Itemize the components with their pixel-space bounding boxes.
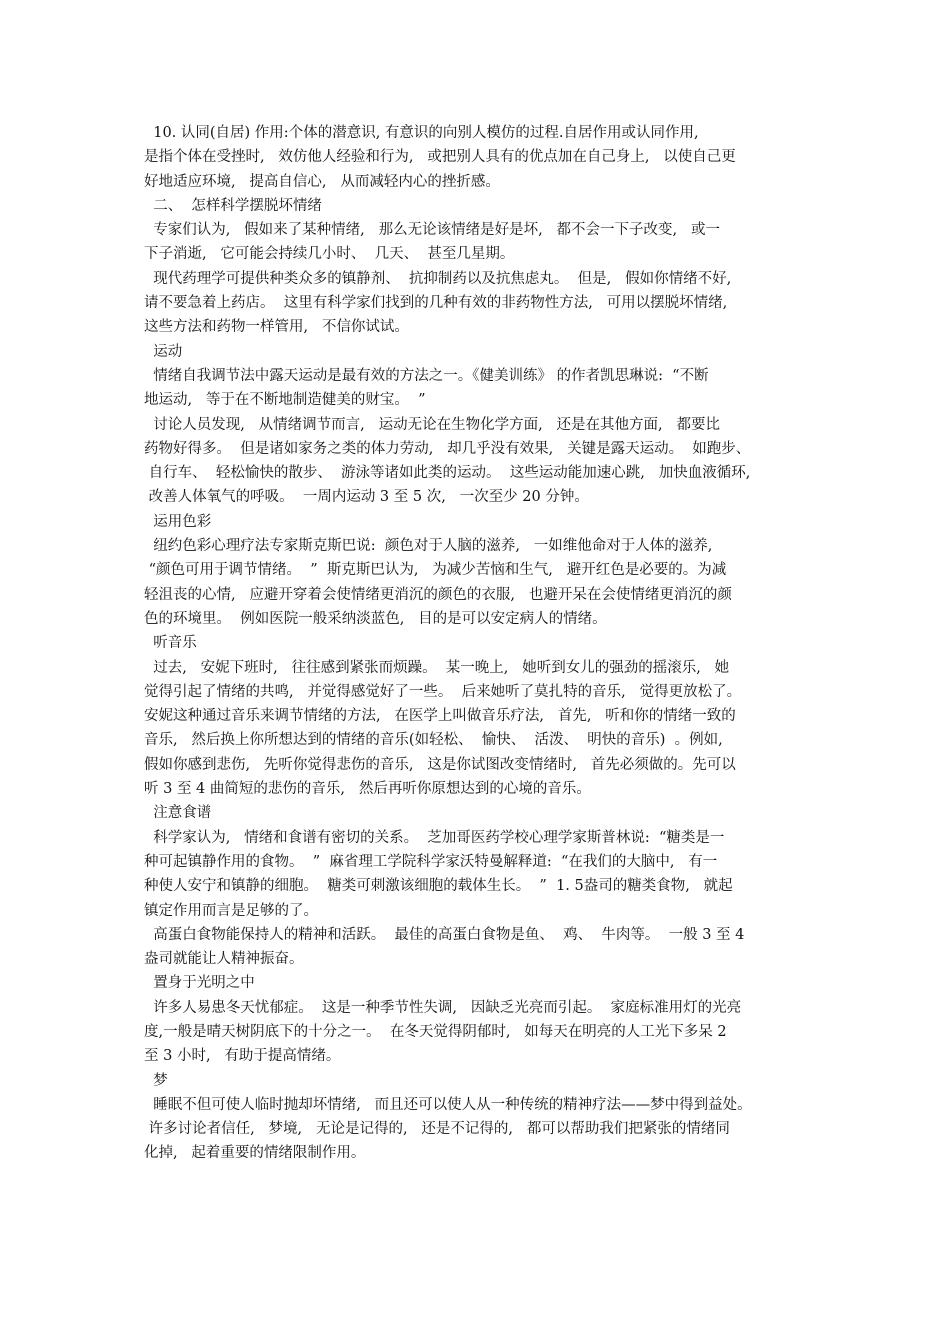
text-line: 高蛋白食物能保持人的精神和活跃。 最佳的高蛋白食物是鱼、 鸡、 牛肉等。 一般 3 至 4 bbox=[144, 926, 745, 943]
text-line: 音乐, 然后换上你所想达到的情绪的音乐(如轻松、 愉快、 活泼、 明快的音乐) 。例如, bbox=[144, 732, 723, 749]
text-line: 专家们认为, 假如来了某种情绪, 那么无论该情绪是好是坏, 都不会一下子改变, 或一 bbox=[144, 222, 720, 239]
text-line: 听 3 至 4 曲简短的悲伤的音乐, 然后再听你原想达到的心境的音乐。 bbox=[144, 781, 591, 798]
text-line: 觉得引起了情绪的共鸣, 并觉得感觉好了一些。 后来她听了莫扎特的音乐, 觉得更放松了。 bbox=[144, 683, 742, 700]
text-line: 种使人安宁和镇静的细胞。 糖类可刺激该细胞的载体生长。 ” 1. 5盎司的糖类食物, 就起 bbox=[144, 878, 733, 895]
text-line: 置身于光明之中 bbox=[144, 975, 255, 992]
text-line: 现代药理学可提供种类众多的镇静剂、 抗抑制药以及抗焦虑丸。 但是, 假如你情绪不好, bbox=[144, 270, 732, 287]
text-line: 盎司就能让人精神振奋。 bbox=[144, 951, 304, 968]
text-line: 10. 认同(自居) 作用:个体的潜意识, 有意识的向别人模仿的过程.自居作用或认同作用, bbox=[144, 125, 699, 141]
paragraph bbox=[144, 826, 820, 923]
paragraph bbox=[144, 534, 820, 631]
text-line: 药物好得多。 但是诸如家务之类的体力劳动, 却几乎没有效果, 关键是露天运动。 如跑步、 bbox=[144, 440, 751, 457]
section-heading bbox=[144, 510, 820, 534]
text-line: “颜色可用于调节情绪。 ” 斯克斯巴认为, 为减少苦恼和生气, 避开红色是必要的。为减 bbox=[144, 562, 727, 579]
text-line: 地运动, 等于在不断地制造健美的财宝。 ” bbox=[144, 392, 426, 409]
text-line: 假如你感到悲伤, 先听你觉得悲伤的音乐, 这是你试图改变情绪时, 首先必须做的。先可以 bbox=[144, 756, 736, 773]
text-line: 好地适应环境, 提高自信心, 从而减轻内心的挫折感。 bbox=[144, 173, 500, 190]
paragraph bbox=[144, 656, 820, 802]
text-line: 至 3 小时, 有助于提高情绪。 bbox=[144, 1048, 341, 1065]
text-line: 请不要急着上药店。 这里有科学家们找到的几种有效的非药物性方法, 可用以摆脱坏情绪, bbox=[144, 295, 728, 312]
section-heading bbox=[144, 801, 820, 825]
section-heading bbox=[144, 631, 820, 655]
section-heading bbox=[144, 971, 820, 995]
text-line: 是指个体在受挫时, 效仿他人经验和行为, 或把别人具有的优点加在自己身上, 以使自己更 bbox=[144, 149, 736, 166]
text-line: 纽约色彩心理疗法专家斯克斯巴说: 颜色对于人脑的滋养, 一如维他命对于人体的滋养, bbox=[144, 538, 713, 555]
text-line: 许多人易患冬天忧郁症。 这是一种季节性失调, 因缺乏光亮而引起。 家庭标准用灯的光亮 bbox=[144, 999, 742, 1016]
text-line: 轻沮丧的心情, 应避开穿着会使情绪更消沉的颜色的衣服, 也避开呆在会使情绪更消沉的颜 bbox=[144, 586, 732, 603]
text-line: 化掉, 起着重要的情绪限制作用。 bbox=[144, 1145, 366, 1162]
text-line: 下子消逝, 它可能会持续几小时、 几天、 甚至几星期。 bbox=[144, 246, 515, 263]
paragraph bbox=[144, 923, 820, 972]
text-line: 睡眠不但可使人临时抛却坏情绪, 而且还可以使人从一种传统的精神疗法——梦中得到益处。 bbox=[144, 1096, 752, 1113]
text-line: 科学家认为, 情绪和食谱有密切的关系。 芝加哥医药学校心理学家斯普林说: “糖类是一 bbox=[144, 829, 725, 846]
text-line: 听音乐 bbox=[144, 635, 197, 652]
text-line: 镇定作用而言是足够的了。 bbox=[144, 902, 318, 919]
text-line: 种可起镇静作用的食物。 ” 麻省理工学院科学家沃特曼解释道: “在我们的大脑中, 有一 bbox=[144, 853, 718, 870]
text-line: 自行车、 轻松愉快的散步、 游泳等诸如此类的运动。 这些运动能加速心跳, 加快血液循环, bbox=[144, 465, 751, 482]
text-line: 改善人体氧气的呼吸。 一周内运动 3 至 5 次, 一次至少 20 分钟。 bbox=[144, 489, 589, 506]
paragraph bbox=[144, 413, 820, 510]
text-line: 许多讨论者信任, 梦境, 无论是记得的, 还是不记得的, 都可以帮助我们把紧张的情绪同 bbox=[144, 1121, 730, 1138]
paragraph bbox=[144, 1093, 820, 1166]
paragraph bbox=[144, 218, 820, 267]
document-page bbox=[144, 121, 820, 1166]
section-heading bbox=[144, 1069, 820, 1093]
text-line: 过去, 安妮下班时, 往往感到紧张而烦躁。 某一晚上, 她听到女儿的强劲的摇滚乐, 她 bbox=[144, 659, 730, 676]
text-line: 安妮这种通过音乐来调节情绪的方法, 在医学上叫做音乐疗法, 首先, 听和你的情绪一致的 bbox=[144, 708, 736, 725]
text-line: 色的环境里。 例如医院一般采纳淡蓝色, 目的是可以安定病人的情绪。 bbox=[144, 610, 607, 627]
text-line: 情绪自我调节法中露天运动是最有效的方法之一。《健美训练》 的作者凯思琳说: “不断 bbox=[144, 367, 709, 384]
text-line: 运动 bbox=[144, 343, 183, 360]
paragraph bbox=[144, 121, 820, 194]
text-line: 注意食谱 bbox=[144, 805, 212, 822]
text-line: 讨论人员发现, 从情绪调节而言, 运动无论在生物化学方面, 还是在其他方面, 都要比 bbox=[144, 416, 720, 433]
text-line: 二、 怎样科学摆脱坏情绪 bbox=[144, 197, 322, 214]
section-heading bbox=[144, 194, 820, 218]
text-line: 这些方法和药物一样管用, 不信你试试。 bbox=[144, 319, 409, 336]
paragraph bbox=[144, 364, 820, 413]
paragraph bbox=[144, 996, 820, 1069]
text-line: 运用色彩 bbox=[144, 513, 212, 530]
section-heading bbox=[144, 340, 820, 364]
text-line: 度,一般是晴天树阴底下的十分之一。 在冬天觉得阴郁时, 如每天在明亮的人工光下多呆 2 bbox=[144, 1023, 727, 1040]
text-line: 梦 bbox=[144, 1072, 168, 1089]
paragraph bbox=[144, 267, 820, 340]
